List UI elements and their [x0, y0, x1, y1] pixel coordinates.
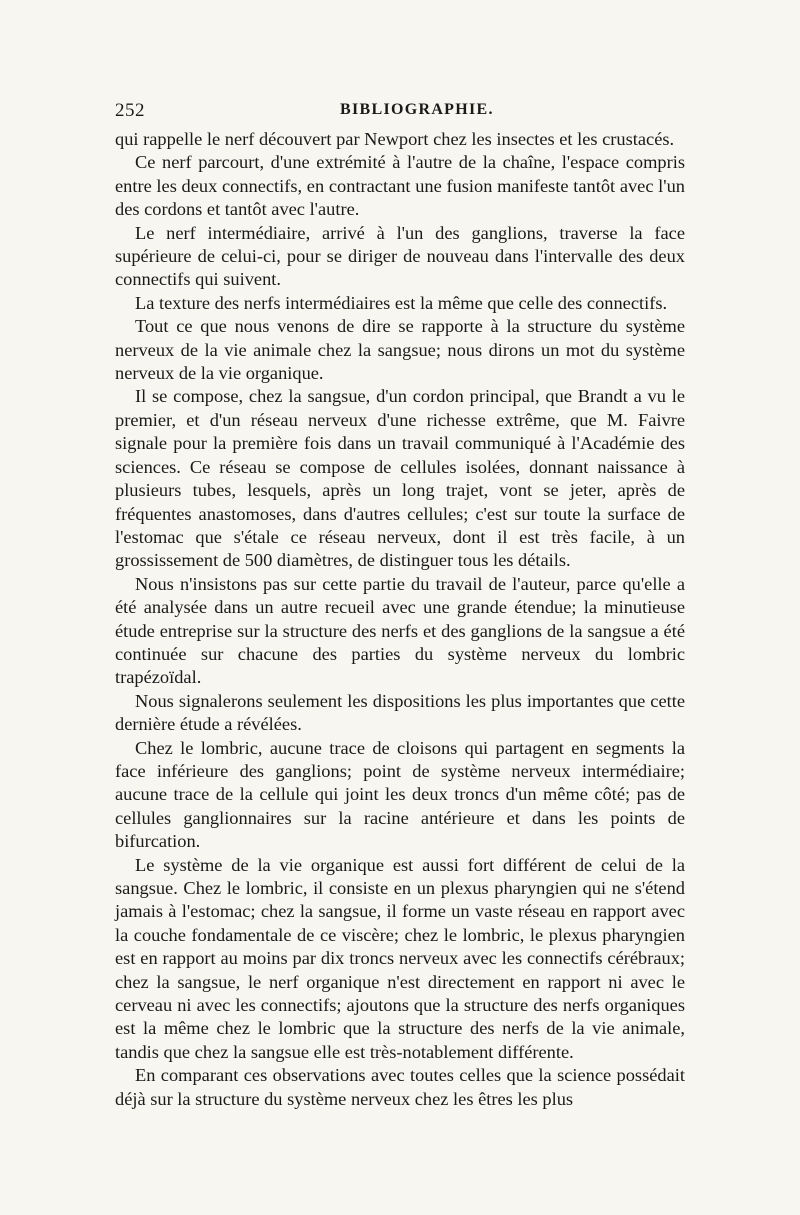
page-number: 252	[115, 100, 145, 121]
running-title: BIBLIOGRAPHIE.	[340, 101, 494, 118]
paragraph-nerve-path: Ce nerf parcourt, d'une extrémité à l'autre de la chaîne, l'espace compris entre les deux connectifs, en contractant une fusion manifeste tantôt avec l'un des cordons et tantôt avec l'autre.	[115, 152, 685, 220]
paragraph-intermediate-nerve: Le nerf intermédiaire, arrivé à l'un des ganglions, traverse la face supérieure de celui-ci, pour se diriger de nouveau dans l'intervalle des deux connectifs qui suivent.	[115, 222, 685, 290]
body-text	[115, 128, 685, 1111]
paragraph-continuation: qui rappelle le nerf découvert par Newport chez les insectes et les crustacés.	[115, 129, 675, 149]
paragraph-lumbric-comparison: Chez le lombric, aucune trace de cloisons qui partagent en segments la face inférieure des ganglions; point de système nerveux intermédiaire; aucune trace de la cellule qui joint les deux troncs d'un même côté; pas de cellules ganglionnaires sur la racine antérieure et dans les points de bifurcation.	[115, 737, 685, 852]
paragraph-important-dispositions: Nous signalerons seulement les dispositions les plus importantes que cette dernière étude a révélées.	[115, 690, 685, 735]
paragraph-texture: La texture des nerfs intermédiaires est la même que celle des connectifs.	[135, 292, 668, 313]
running-head	[115, 100, 685, 124]
paragraph-organic-life-differences: Le système de la vie organique est aussi fort différent de celui de la sangsue. Chez le lombric, il consiste en un plexus pharyngien qui ne s'étend jamais à l'estomac; chez la sangsue, il forme un vaste réseau en rapport avec la couche fondamentale de ce viscère; chez le lombric, le plexus pharyngien est en rapport au moins par dix troncs nerveux avec les connectifs cérébraux; chez la sangsue, le nerf organique n'est directement en rapport ni avec le cerveau ni avec les connectifs; ajoutons que la structure des nerfs organiques est la même chez le lombric que la structure des nerfs de la vie animale, tandis que chez la sangsue elle est très-notablement différente.	[115, 854, 685, 1062]
paragraph-organic-system: Il se compose, chez la sangsue, d'un cordon principal, que Brandt a vu le premier, et d'un réseau nerveux d'une richesse extrême, que M. Faivre signale pour la première fois dans un travail communiqué à l'Académie des sciences. Ce réseau se compose de cellules isolées, donnant naissance à plusieurs tubes, lesquels, après un long trajet, vont se jeter, après de fréquentes anastomoses, dans d'autres cellules; c'est sur toute la surface de l'estomac que s'étale ce réseau nerveux, dont il est très facile, à un grossissement de 500 diamètres, de distinguer tous les détails.	[115, 386, 685, 571]
paragraph-conclusion-fragment: En comparant ces observations avec toutes celles que la science possédait déjà sur la structure du système nerveux chez les êtres les plus	[115, 1065, 685, 1109]
paragraph-author-work: Nous n'insistons pas sur cette partie du travail de l'auteur, parce qu'elle a été analysée dans un autre recueil avec une grande étendue; la minutieuse étude entreprise sur la structure des nerfs et des ganglions de la sangsue a été continuée sur chacune des parties du système nerveux du lombric trapézoïdal.	[115, 573, 685, 688]
paragraph-animal-life-system: Tout ce que nous venons de dire se rapporte à la structure du système nerveux de la vie animale chez la sangsue; nous dirons un mot du système nerveux de la vie organique.	[115, 316, 685, 384]
